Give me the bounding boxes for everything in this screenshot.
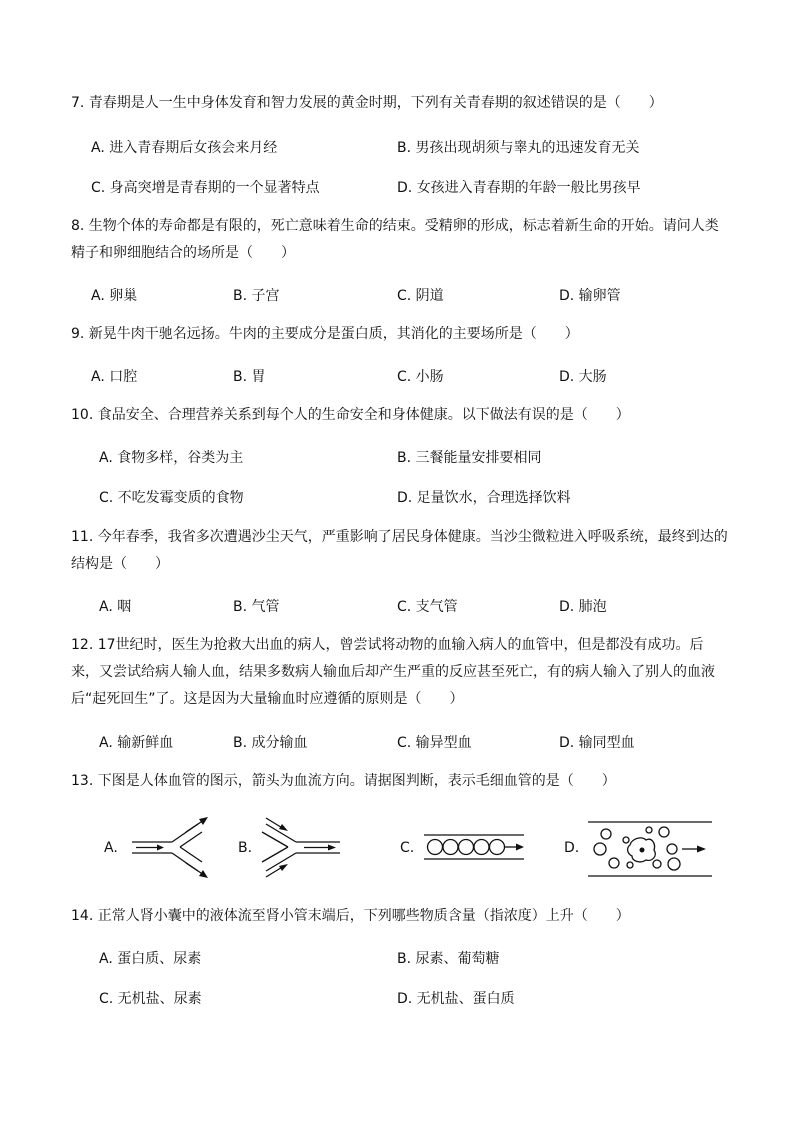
q11-option-d: D. 肺泡 (559, 599, 607, 615)
q8-option-d: D. 输卵管 (559, 288, 621, 304)
vessel-figure-b (260, 816, 342, 878)
question-10-stem: 10. 食品安全、合理营养关系到每个人的生命安全和身体健康。以下做法有误的是（ ） (71, 407, 630, 423)
q12-option-c: C. 输异型血 (397, 735, 472, 751)
figure-label-a: A. (104, 840, 118, 856)
q14-option-c: C. 无机盐、尿素 (99, 991, 202, 1007)
q8-option-a: A. 卵巢 (91, 288, 138, 304)
vessel-figure-d (586, 816, 714, 880)
vessel-figure-c (422, 832, 526, 862)
q14-option-d: D. 无机盐、蛋白质 (397, 991, 515, 1007)
q11-option-a: A. 咽 (99, 599, 132, 615)
q7-option-b: B. 男孩出现胡须与睾丸的迅速发育无关 (397, 140, 640, 156)
q7-option-d: D. 女孩进入青春期的年龄一般比男孩早 (397, 180, 641, 196)
figure-label-b: B. (238, 840, 253, 856)
question-9-stem: 9. 新晃牛肉干驰名远扬。牛肉的主要成分是蛋白质，其消化的主要场所是（ ） (71, 326, 579, 342)
q9-option-b: B. 胃 (233, 369, 266, 385)
q10-option-b: B. 三餐能量安排要相同 (397, 450, 542, 466)
question-8-stem: 8. 生物个体的寿命都是有限的，死亡意味着生命的结束。受精卵的形成，标志着新生命的开始。请问人类精子和卵细胞结合的场所是（ ） (71, 218, 719, 261)
q7-option-a: A. 进入青春期后女孩会来月经 (91, 140, 278, 156)
question-12-stem: 12. 17世纪时，医生为抢救大出血的病人，曾尝试将动物的血输入病人的血管中，但是都没有成功。后来，又尝试给病人输人血，结果多数病人输血后却产生严重的反应甚至死亡，有的病人输入了别人的血液后“起死回生”了。这是因为大量输血时应遵循的原则是（ ） (71, 637, 715, 707)
question-7-stem: 7. 青春期是人一生中身体发育和智力发展的黄金时期，下列有关青春期的叙述错误的是（ ） (71, 95, 663, 111)
q12-option-d: D. 输同型血 (559, 735, 635, 751)
q9-option-a: A. 口腔 (91, 369, 138, 385)
q8-option-c: C. 阴道 (397, 288, 444, 304)
question-13-stem: 13. 下图是人体血管的图示，箭头为血流方向。请据图判断，表示毛细血管的是（ ） (71, 773, 616, 789)
q14-option-a: A. 蛋白质、尿素 (99, 951, 202, 967)
q12-option-b: B. 成分输血 (233, 735, 308, 751)
question-11-stem: 11. 今年春季，我省多次遭遇沙尘天气，严重影响了居民身体健康。当沙尘微粒进入呼吸系统，最终到达的结构是（ ） (71, 529, 728, 572)
q11-option-c: C. 支气管 (397, 599, 458, 615)
q8-option-b: B. 子宫 (233, 288, 280, 304)
q7-option-c: C. 身高突增是青春期的一个显著特点 (91, 180, 320, 196)
q10-option-a: A. 食物多样，谷类为主 (99, 450, 244, 466)
q10-option-c: C. 不吃发霉变质的食物 (99, 490, 244, 506)
vessel-figure-a (130, 816, 212, 878)
q9-option-d: D. 大肠 (559, 369, 607, 385)
q10-option-d: D. 足量饮水，合理选择饮料 (397, 490, 571, 506)
q9-option-c: C. 小肠 (397, 369, 444, 385)
question-14-stem: 14. 正常人肾小囊中的液体流至肾小管末端后，下列哪些物质含量（指浓度）上升（ ） (71, 908, 630, 924)
q11-option-b: B. 气管 (233, 599, 280, 615)
figure-label-c: C. (400, 840, 415, 856)
q12-option-a: A. 输新鲜血 (99, 735, 174, 751)
q14-option-b: B. 尿素、葡萄糖 (397, 951, 500, 967)
figure-label-d: D. (564, 840, 580, 856)
